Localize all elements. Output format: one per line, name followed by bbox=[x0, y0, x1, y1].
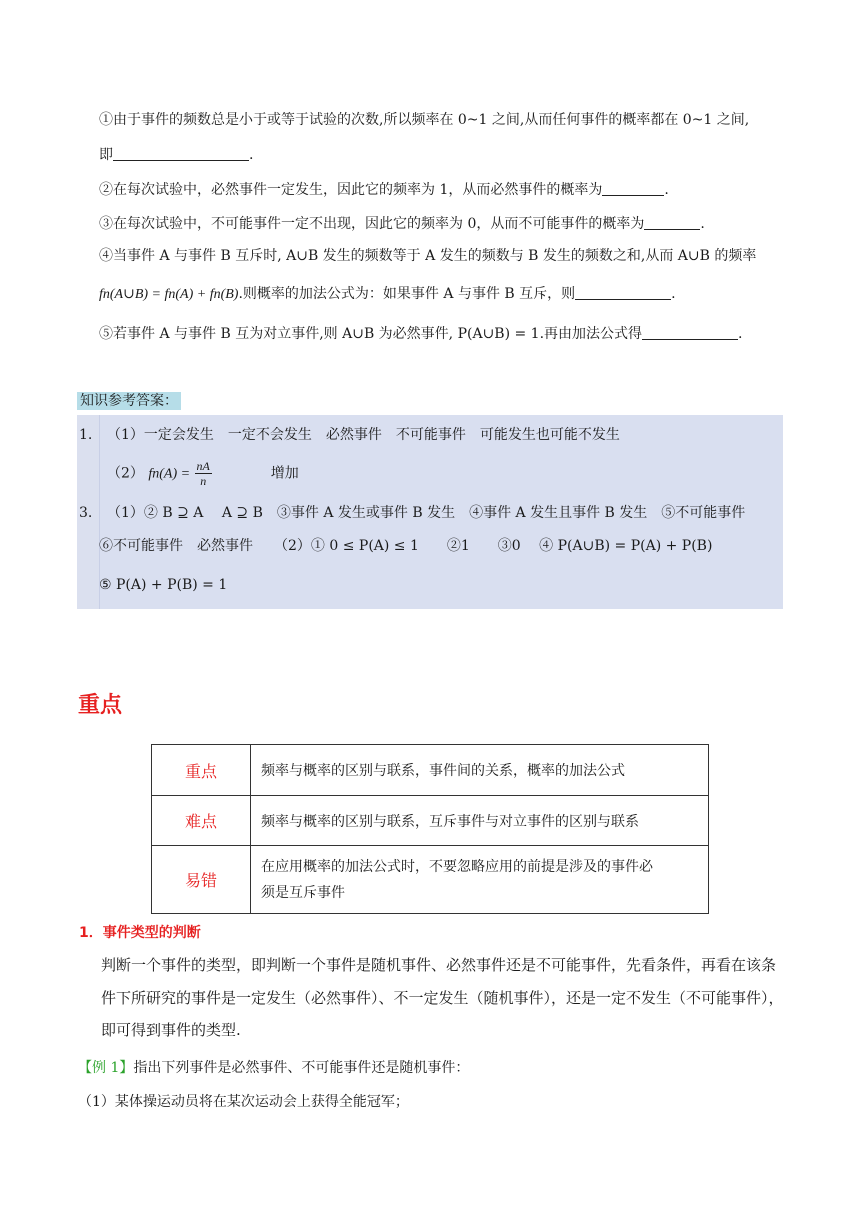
answer-blank bbox=[644, 215, 700, 230]
item-1-line1: ①由于事件的频数总是小于或等于试验的次数,所以频率在 0~1 之间,从而任何事件的概率都在 0~1 之间, bbox=[99, 112, 750, 128]
table-key: 重点 bbox=[152, 745, 251, 796]
question-1: （1）某体操运动员将在某次运动会上获得全能冠军； bbox=[78, 1094, 409, 1110]
item-5-line: ⑤若事件 A 与事件 B 互为对立事件,则 A∪B 为必然事件, P(A∪B) = 1.再由加法公式得 . bbox=[99, 326, 743, 342]
heading-event-type: 1．事件类型的判断 bbox=[79, 925, 201, 941]
answers-tag: 知识参考答案： bbox=[77, 392, 181, 410]
table-key: 难点 bbox=[152, 796, 251, 846]
answer-blank bbox=[602, 181, 664, 196]
answer-1-2 bbox=[107, 459, 299, 488]
answer-blank bbox=[575, 285, 671, 300]
answer-1-2-suffix: 增加 bbox=[270, 465, 299, 482]
paragraph-line: 件下所研究的事件是一定发生（必然事件）、不一定发生（随机事件），还是一定不发生（不可能事件）， bbox=[101, 989, 784, 1007]
table-value-line1: 在应用概率的加法公式时，不要忽略应用的前提是涉及的事件必 bbox=[261, 858, 653, 875]
table-value: 频率与概率的区别与联系，互斥事件与对立事件的区别与联系 bbox=[251, 796, 709, 846]
fraction bbox=[195, 459, 212, 488]
item-1-line2: 即 . bbox=[99, 147, 254, 163]
table-row bbox=[152, 745, 709, 796]
answer-3-number: 3. bbox=[79, 505, 93, 521]
fraction-numerator: nA bbox=[196, 459, 210, 473]
answer-1-2-prefix: （2） bbox=[107, 465, 144, 482]
item-2-line: ②在每次试验中，必然事件一定发生，因此它的频率为 1，从而必然事件的概率为 . bbox=[99, 182, 669, 198]
paragraph-line: 即可得到事件的类型. bbox=[101, 1021, 241, 1039]
item-2-text: ②在每次试验中，必然事件一定发生，因此它的频率为 1，从而必然事件的概率为 bbox=[99, 182, 603, 198]
answers-box bbox=[77, 415, 782, 609]
table-value: 频率与概率的区别与联系，事件间的关系，概率的加法公式 bbox=[251, 745, 709, 796]
table-key: 易错 bbox=[152, 846, 251, 914]
item-4-formula: fn(A∪B) = fn(A) + fn(B) bbox=[99, 287, 239, 302]
section-title: 重点 bbox=[78, 693, 123, 718]
table-value bbox=[251, 846, 709, 914]
answer-1-text: （1）一定会发生 一定不会发生 必然事件 不可能事件 可能发生也可能不发生 bbox=[107, 427, 620, 443]
item-3-text: ③在每次试验中，不可能事件一定不出现，因此它的频率为 0，从而不可能事件的概率为 bbox=[99, 216, 645, 232]
item-5-text: ⑤若事件 A 与事件 B 互为对立事件,则 A∪B 为必然事件, P(A∪B) = 1.再由加法公式得 bbox=[99, 326, 643, 342]
answer-blank bbox=[642, 325, 738, 340]
example-text: 指出下列事件是必然事件、不可能事件还是随机事件： bbox=[133, 1060, 470, 1076]
answer-1-number: 1. bbox=[79, 427, 93, 443]
example-tag: 【例 1】 bbox=[78, 1060, 134, 1076]
answer-3-line3: ⑤ P(A) + P(B) = 1 bbox=[99, 577, 228, 593]
table-row bbox=[152, 846, 709, 914]
item-4-text: .则概率的加法公式为：如果事件 A 与事件 B 互斥，则 bbox=[238, 286, 576, 302]
table-value-line2: 须是互斥事件 bbox=[261, 884, 345, 901]
example-line bbox=[78, 1058, 469, 1078]
fraction-denominator: n bbox=[200, 474, 207, 488]
item-3-line: ③在每次试验中，不可能事件一定不出现，因此它的频率为 0，从而不可能事件的概率为 . bbox=[99, 216, 705, 232]
answer-3-line2: ⑥不可能事件 必然事件 （2）① 0 ≤ P(A) ≤ 1 ②1 ③0 ④ P(A∪B) = P(A) + P(B) bbox=[99, 538, 713, 554]
item-4-line1: ④当事件 A 与事件 B 互斥时, A∪B 发生的频数等于 A 发生的频数与 B 发生的频数之和,从而 A∪B 的频率 bbox=[99, 248, 757, 264]
table-row bbox=[152, 796, 709, 846]
paragraph-line: 判断一个事件的类型，即判断一个事件是随机事件、必然事件还是不可能事件，先看条件，再看在该条 bbox=[101, 956, 777, 974]
item-4-line2: fn(A∪B) = fn(A) + fn(B).则概率的加法公式为：如果事件 A 与事件 B 互斥，则 . bbox=[99, 286, 676, 302]
answer-blank bbox=[113, 146, 249, 161]
answer-1-2-formula: fn(A) = bbox=[148, 466, 191, 482]
key-points-table bbox=[151, 744, 709, 914]
item-1-prefix: 即 bbox=[99, 147, 113, 163]
answer-3-line1: （1）② B ⊇ A A ⊇ B ③事件 A 发生或事件 B 发生 ④事件 A 发生且事件 B 发生 ⑤不可能事件 bbox=[107, 505, 746, 521]
